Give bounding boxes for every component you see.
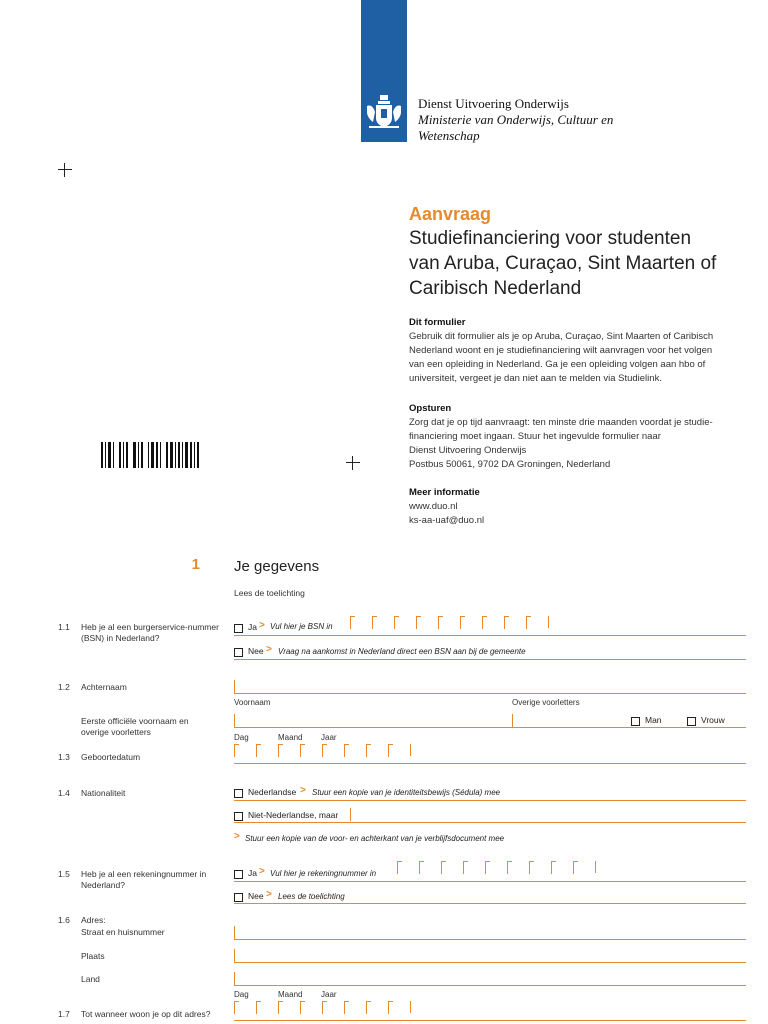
voornaam-input[interactable] (234, 714, 512, 728)
plaats-label: Plaats (81, 951, 105, 961)
overige-voorletters-input[interactable] (512, 714, 622, 728)
arrow-right-icon: > (259, 866, 265, 877)
straat-label: Straat en huisnummer (81, 927, 165, 937)
niet-nederlandse-checkbox[interactable] (234, 812, 243, 821)
opsturen-block (409, 402, 749, 472)
niet-nederlandse-label: Niet-Nederlandse, maar (248, 810, 339, 820)
divider-line (234, 659, 746, 660)
toelichting-link[interactable]: Lees de toelichting (234, 588, 305, 598)
question-label: Heb je al een burgerservice-nummer (BSN) in Nederland? (81, 622, 219, 643)
dag-label: Dag (234, 990, 249, 999)
org-header (418, 96, 613, 144)
ministry-line-2: Wetenschap (418, 128, 480, 143)
question-number: 1.7 (58, 1009, 70, 1019)
bsn-nee-checkbox[interactable] (234, 648, 243, 657)
land-label: Land (81, 974, 100, 984)
maand-label: Maand (278, 990, 303, 999)
divider-line (234, 903, 746, 904)
arrow-right-icon: > (234, 831, 240, 842)
rekening-ja-label: Ja (248, 868, 257, 878)
meer-informatie-block (409, 486, 749, 528)
rekening-nee-checkbox[interactable] (234, 893, 243, 902)
nationaliteit-input[interactable] (350, 808, 746, 822)
tot-wanneer-input[interactable] (234, 1001, 414, 1019)
arrow-right-icon: > (300, 785, 306, 796)
plaats-input[interactable] (234, 949, 746, 963)
registration-mark (346, 456, 360, 470)
divider-line (234, 1020, 746, 1021)
nederlandse-label: Nederlandse (248, 787, 297, 797)
overige-voorletters-label: Overige voorletters (512, 698, 580, 707)
question-number: 1.1 (58, 622, 70, 632)
nederlandse-hint: Stuur een kopie van je identiteitsbewijs (Sédula) mee (312, 788, 501, 797)
info-line: Zorg dat je op tijd aanvraagt: ten minste drie maanden voordat je studie- (409, 417, 713, 428)
divider-line (234, 635, 746, 636)
voornaam-label: Voornaam (234, 698, 271, 707)
question-number: 1.6 (58, 915, 70, 925)
bsn-nee-hint: Vraag na aankomst in Nederland direct een BSN aan bij de gemeente (278, 647, 526, 656)
bsn-nee-label: Nee (248, 646, 264, 656)
bsn-ja-checkbox[interactable] (234, 624, 243, 633)
achternaam-input[interactable] (234, 680, 746, 694)
divider-line (234, 727, 746, 728)
question-number: 1.2 (58, 682, 70, 692)
website-link[interactable]: www.duo.nl (409, 501, 458, 512)
question-number: 1.5 (58, 869, 70, 879)
org-name: Dienst Uitvoering Onderwijs (418, 96, 569, 111)
bsn-ja-hint: Vul hier je BSN in (270, 622, 333, 631)
maand-label: Maand (278, 733, 303, 742)
dag-label: Dag (234, 733, 249, 742)
question-label: Heb je al een rekeningnummer in Nederland? (81, 869, 207, 890)
question-label: Geboortedatum (81, 752, 141, 762)
question-label: Nationaliteit (81, 788, 126, 798)
ministry-line-1: Ministerie van Onderwijs, Cultuur en (418, 112, 614, 127)
barcode (101, 442, 201, 468)
royal-crest-logo (363, 92, 405, 132)
jaar-label: Jaar (321, 990, 337, 999)
section-number: 1 (191, 556, 200, 573)
title-line-1: Studiefinanciering voor studenten (409, 228, 692, 249)
rekening-nee-hint[interactable]: Lees de toelichting (278, 892, 345, 901)
man-checkbox[interactable] (631, 717, 640, 726)
arrow-right-icon: > (266, 889, 272, 900)
niet-nederlandse-hint: Stuur een kopie van de voor- en achterkant van je verblijfsdocument mee (245, 834, 505, 843)
question-number: 1.3 (58, 752, 70, 762)
question-number: 1.4 (58, 788, 70, 798)
info-line: Nederland woont en je studiefinanciering wilt aanvragen voor het volgen (409, 345, 713, 356)
bsn-input[interactable] (350, 616, 565, 634)
rekening-ja-hint: Vul hier je rekeningnummer in (270, 869, 377, 878)
info-line: universiteit, vergeet je dan niet aan te melden via Studielink. (409, 373, 662, 384)
info-line: Postbus 50061, 9702 DA Groningen, Nederland (409, 459, 611, 470)
divider-line (234, 763, 746, 764)
rekening-nee-label: Nee (248, 891, 264, 901)
question-label: Achternaam (81, 682, 127, 692)
title-line-3: Caribisch Nederland (409, 278, 582, 299)
nederlandse-checkbox[interactable] (234, 789, 243, 798)
title-line-2: van Aruba, Curaçao, Sint Maarten of (409, 253, 717, 274)
question-label: Tot wanneer woon je op dit adres? (81, 1009, 211, 1019)
divider-line (234, 881, 746, 882)
info-line: van een opleiding in Nederland. Ga je een opleiding volgen aan hbo of (409, 359, 706, 370)
opsturen-heading: Opsturen (409, 403, 452, 414)
geboortedatum-input[interactable] (234, 744, 414, 762)
section-title: Je gegevens (234, 558, 320, 575)
man-label: Man (645, 715, 662, 725)
land-input[interactable] (234, 972, 746, 986)
email-link[interactable]: ks-aa-uaf@duo.nl (409, 515, 485, 526)
arrow-right-icon: > (266, 644, 272, 655)
divider-line (234, 822, 746, 823)
question-label: Eerste officiële voornaam en overige voorletters (81, 716, 189, 737)
registration-mark (58, 163, 72, 177)
title-kicker: Aanvraag (409, 204, 492, 224)
straat-input[interactable] (234, 926, 746, 940)
rekening-ja-checkbox[interactable] (234, 870, 243, 879)
vrouw-label: Vrouw (701, 715, 725, 725)
info-line: Gebruik dit formulier als je op Aruba, Curaçao, Sint Maarten of Caribisch (409, 331, 714, 342)
meer-informatie-heading: Meer informatie (409, 487, 480, 498)
adres-label: Adres: (81, 915, 106, 925)
vrouw-checkbox[interactable] (687, 717, 696, 726)
arrow-right-icon: > (259, 620, 265, 631)
jaar-label: Jaar (321, 733, 337, 742)
divider-line (234, 800, 746, 801)
dit-formulier-block (409, 316, 749, 386)
info-line: financiering moet ingaan. Stuur het ingevulde formulier naar (409, 431, 661, 442)
bsn-ja-label: Ja (248, 622, 257, 632)
form-title (409, 202, 749, 301)
dit-formulier-heading: Dit formulier (409, 317, 466, 328)
rekeningnummer-input[interactable] (397, 861, 607, 879)
info-line: Dienst Uitvoering Onderwijs (409, 445, 527, 456)
